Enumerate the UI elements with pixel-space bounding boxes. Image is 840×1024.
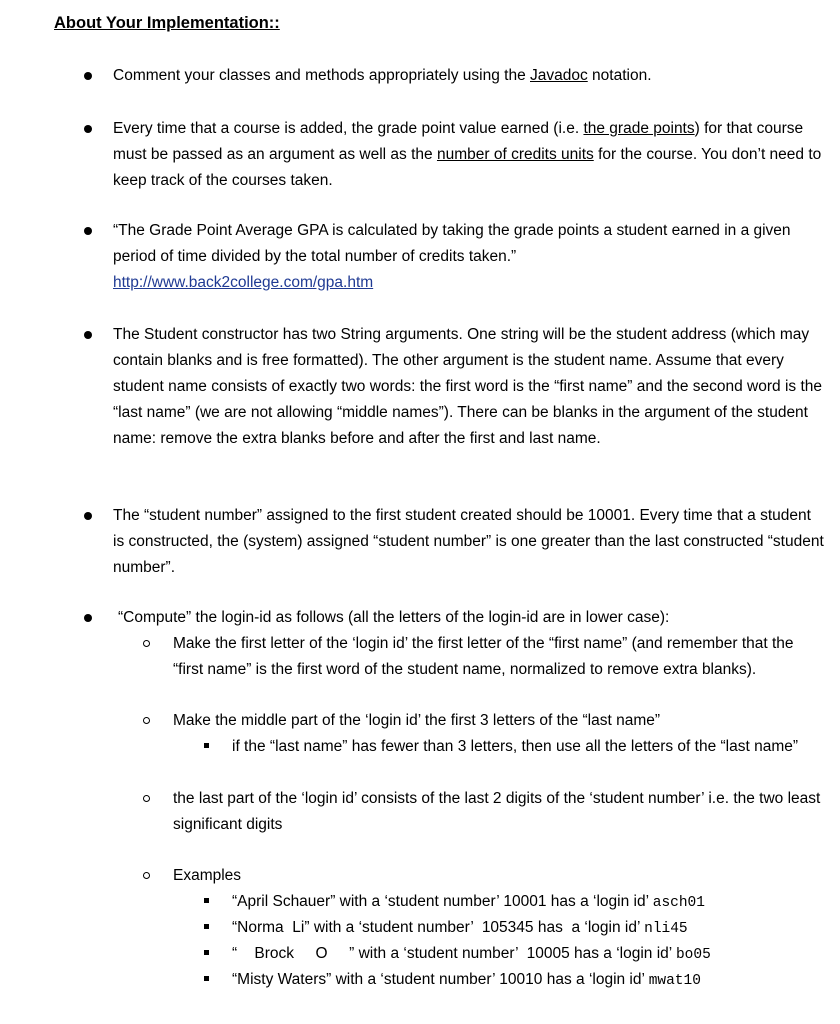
javadoc-link[interactable]: Javadoc bbox=[530, 67, 588, 84]
login-step-last-part: the last part of the ‘login id’ consists of the last 2 digits of the ‘student number’ i.e. the two least significant digits bbox=[173, 790, 821, 833]
login-id-code: nli45 bbox=[644, 921, 688, 937]
examples-label: Examples bbox=[173, 867, 242, 884]
circle-bullet-icon bbox=[143, 795, 150, 802]
square-bullet-icon bbox=[204, 976, 209, 981]
bullet-item-login-id: “Compute” the login-id as follows (all the letters of the login-id are in lower case): bbox=[118, 609, 670, 626]
square-bullet-icon bbox=[204, 924, 209, 929]
square-bullet-icon bbox=[204, 898, 209, 903]
example-item: “ Brock O ” with a ‘student number’ 10005 has a ‘login id’ bo05 bbox=[232, 945, 711, 963]
bullet-item-constructor: The Student constructor has two String arguments. One string will be the student address (which may contain blanks and is free formatted). The other argument is the student name. Assume that every student name consists of exactly two words: the first word is the “first name” and the second word is the “last name” (we are not allowing “middle names”). There can be blanks in the argument of the student name: remove the extra blanks before and after the first and last name. bbox=[113, 326, 823, 447]
example-item: “April Schauer” with a ‘student number’ 10001 has a ‘login id’ asch01 bbox=[232, 893, 705, 911]
gpa-reference-link[interactable]: http://www.back2college.com/gpa.htm bbox=[113, 274, 374, 291]
login-id-code: mwat10 bbox=[648, 973, 701, 989]
square-bullet-icon bbox=[204, 950, 209, 955]
example-item: “Norma Li” with a ‘student number’ 105345 has a ‘login id’ nli45 bbox=[232, 919, 688, 937]
login-step-first-letter: Make the first letter of the ‘login id’ the first letter of the “first name” (and remember that the “first name” is the first word of the student name, normalized to remove extra blanks). bbox=[173, 635, 794, 678]
login-id-code: asch01 bbox=[652, 895, 705, 911]
section-heading: About Your Implementation:: bbox=[54, 14, 280, 32]
bullet-item-gpa-definition: “The Grade Point Average GPA is calculated by taking the grade points a student earned in a given period of time divided by the total number of credits taken.” http://www.back2college.com/gpa.htm bbox=[113, 222, 791, 291]
circle-bullet-icon bbox=[143, 717, 150, 724]
bullet-item-javadoc: Comment your classes and methods appropriately using the Javadoc notation. bbox=[113, 67, 652, 84]
login-step-middle-note: if the “last name” has fewer than 3 letters, then use all the letters of the “last name” bbox=[232, 738, 799, 755]
bullet-icon bbox=[84, 227, 92, 235]
credit-units-term: number of credits units bbox=[436, 146, 594, 163]
grade-points-term: the grade points bbox=[583, 120, 695, 137]
circle-bullet-icon bbox=[143, 640, 150, 647]
bullet-icon bbox=[84, 512, 92, 520]
login-step-middle-part: Make the middle part of the ‘login id’ the first 3 letters of the “last name” bbox=[173, 712, 661, 729]
bullet-item-grade-points: Every time that a course is added, the grade point value earned (i.e. the grade points) for that course must be passed as an argument as well as the number of credits units for the course. You don’t need to keep track of the courses taken. bbox=[113, 120, 822, 189]
bullet-icon bbox=[84, 125, 92, 133]
login-id-code: bo05 bbox=[675, 947, 711, 963]
bullet-icon bbox=[84, 72, 92, 80]
bullet-item-student-number: The “student number” assigned to the first student created should be 10001. Every time that a student is constructed, the (system) assigned “student number” is one greater than the last constructed “student number”. bbox=[113, 507, 824, 576]
square-bullet-icon bbox=[204, 743, 209, 748]
bullet-icon bbox=[84, 331, 92, 339]
circle-bullet-icon bbox=[143, 872, 150, 879]
bullet-icon bbox=[84, 614, 92, 622]
example-item: “Misty Waters” with a ‘student number’ 10010 has a ‘login id’ mwat10 bbox=[232, 971, 701, 989]
